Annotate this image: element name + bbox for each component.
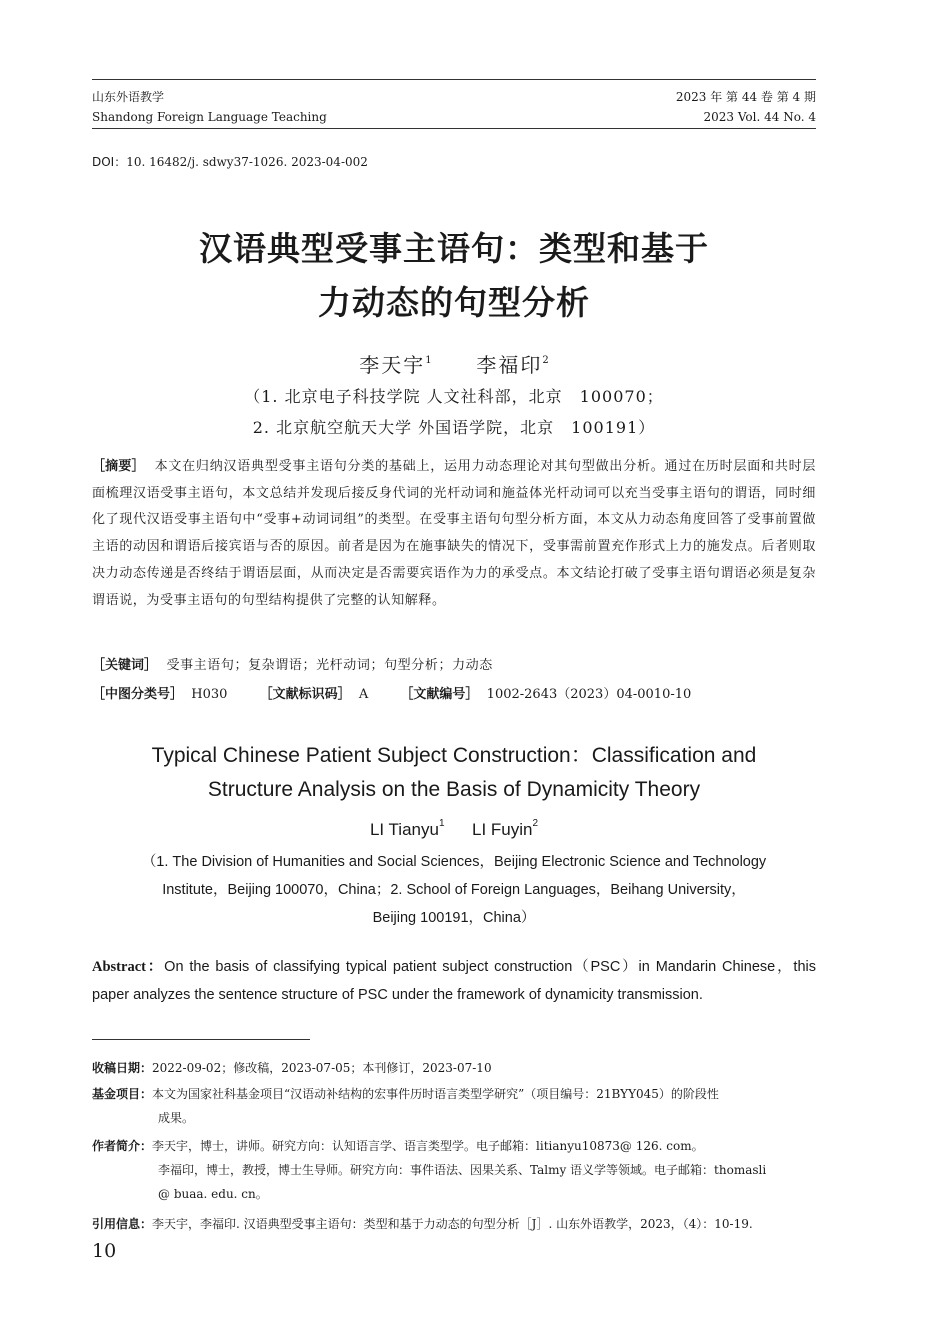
abstract-en [92, 953, 816, 1009]
header-bottom-rule [92, 128, 816, 129]
journal-name-cn: 山东外语教学 [92, 90, 165, 104]
abstract-en-text: On the basis of classifying typical patient subject construction（PSC）in Mandarin Chinese，this paper analyzes the sentence structure of PSC under the framework of dynamicity transmission. [92, 959, 816, 1003]
journal-name-en: Shandong Foreign Language Teaching [92, 110, 327, 124]
footnote-fund [92, 1082, 816, 1130]
author1-bio: 李天宇，博士，讲师。研究方向：认知语言学、语言类型学。电子邮箱：litianyu10873@ 126. com。 [152, 1139, 704, 1153]
doi-value: ：10. 16482/j. sdwy37-1026. 2023-04-002 [114, 155, 368, 169]
issue-cn: 2023 年 第 44 卷 第 4 期 [675, 90, 816, 104]
abstract-en-label: Abstract： [92, 959, 165, 975]
footnote-rule [92, 1039, 310, 1040]
affiliation-en-line2: Institute，Beijing 100070，China；2. School of Foreign Languages，Beihang University， [162, 882, 746, 898]
abstract-cn [92, 454, 816, 614]
title-cn-line1: 汉语典型受事主语句：类型和基于 [199, 229, 709, 268]
affiliation-en-line1: （1. The Division of Humanities and Social Sciences，Beijing Electronic Science and Technology [141, 854, 767, 870]
author1-cn: 李天宇 [359, 353, 426, 377]
title-en-line2: Structure Analysis on the Basis of Dynamicity Theory [207, 778, 701, 801]
article-no-label: ［文献编号］ [400, 687, 479, 702]
classification-line [92, 683, 719, 702]
fund-text-cont: 成果。 [158, 1111, 195, 1125]
footnote-authors [92, 1134, 816, 1206]
citation-label: 引用信息： [92, 1217, 153, 1231]
citation-text: 李天宇，李福印. 汉语典型受事主语句：类型和基于力动态的句型分析［J］. 山东外语教学，2023，（4）：10-19. [152, 1217, 753, 1231]
article-no-value: 1002-2643（2023）04-0010-10 [486, 687, 692, 702]
received-label: 收稿日期： [92, 1061, 153, 1075]
author2-cn-sup: 2 [542, 355, 549, 366]
title-en-line1: Typical Chinese Patient Subject Construction：Classification and [151, 744, 757, 767]
header-top-rule [92, 79, 816, 80]
abstract-cn-label: ［摘要］ [92, 459, 145, 474]
author-bio-label: 作者简介： [92, 1139, 153, 1153]
author2-en-sup: 2 [532, 818, 539, 829]
authors-cn [92, 349, 816, 378]
doc-code-label: ［文献标识码］ [259, 687, 351, 702]
title-cn-line2: 力动态的句型分析 [318, 283, 590, 322]
author2-en: LI Fuyin [471, 820, 533, 839]
author1-en-sup: 1 [438, 818, 445, 829]
title-en [92, 739, 816, 807]
authors-en [92, 818, 816, 840]
page-number: 10 [92, 1240, 117, 1262]
clc-label: ［中图分类号］ [92, 687, 184, 702]
affiliations-en [92, 848, 816, 932]
footnote-citation [92, 1212, 816, 1236]
author1-cn-sup: 1 [425, 355, 432, 366]
clc-value: H030 [191, 687, 228, 702]
doc-code-value: A [358, 687, 369, 702]
abstract-cn-text: 本文在归纳汉语典型受事主语句分类的基础上，运用力动态理论对其句型做出分析。通过在历时层面和共时层面梳理汉语受事主语句，本文总结并发现后接反身代词的光杆动词和施益体光杆动词可以充当受事主语句的谓语，同时细化了现代汉语受事主语句中“受事+动词词组”的类型。在受事主语句句型分析方面，本文从力动态角度回答了受事前置做主语的动因和谓语后接宾语与否的原因。前者是因为在施事缺失的情况下，受事需前置充作形式上力的施发点。后者则取决力动态传递是否终结于谓语层面，从而决定是否需要宾语作为力的承受点。本文结论打破了受事主语句谓语必须是复杂谓语说，为受事主语句的句型结构提供了完整的认知解释。 [92, 459, 816, 608]
author2-bio: 李福印，博士，教授，博士生导师。研究方向：事件语法、因果关系、Talmy 语义学等领域。电子邮箱：thomasli [158, 1163, 767, 1177]
author1-en: LI Tianyu [369, 820, 439, 839]
received-text: 2022-09-02；修改稿，2023-07-05；本刊修订，2023-07-10 [152, 1061, 492, 1075]
author2-bio-cont: @ buaa. edu. cn。 [158, 1187, 268, 1201]
fund-label: 基金项目： [92, 1087, 153, 1101]
affiliation-en-line3: Beijing 100191，China） [372, 910, 536, 926]
affiliation-cn-line2: 2. 北京航空航天大学 外国语学院，北京 100191） [252, 418, 656, 437]
footnote-received [92, 1056, 816, 1080]
keywords-line [92, 654, 493, 673]
doi-line [92, 153, 368, 170]
issue-en: 2023 Vol. 44 No. 4 [703, 110, 816, 124]
author2-cn: 李福印 [476, 353, 543, 377]
affiliation-cn-line1: （1. 北京电子科技学院 人文社科部，北京 100070； [244, 387, 664, 406]
doi-label: DOI [92, 155, 115, 169]
keywords-label: ［关键词］ [92, 658, 158, 673]
keywords-text: 受事主语句；复杂谓语；光杆动词；句型分析；力动态 [166, 658, 493, 673]
fund-text: 本文为国家社科基金项目“汉语动补结构的宏事件历时语言类型学研究”（项目编号：21BYY045）的阶段性 [152, 1087, 719, 1101]
